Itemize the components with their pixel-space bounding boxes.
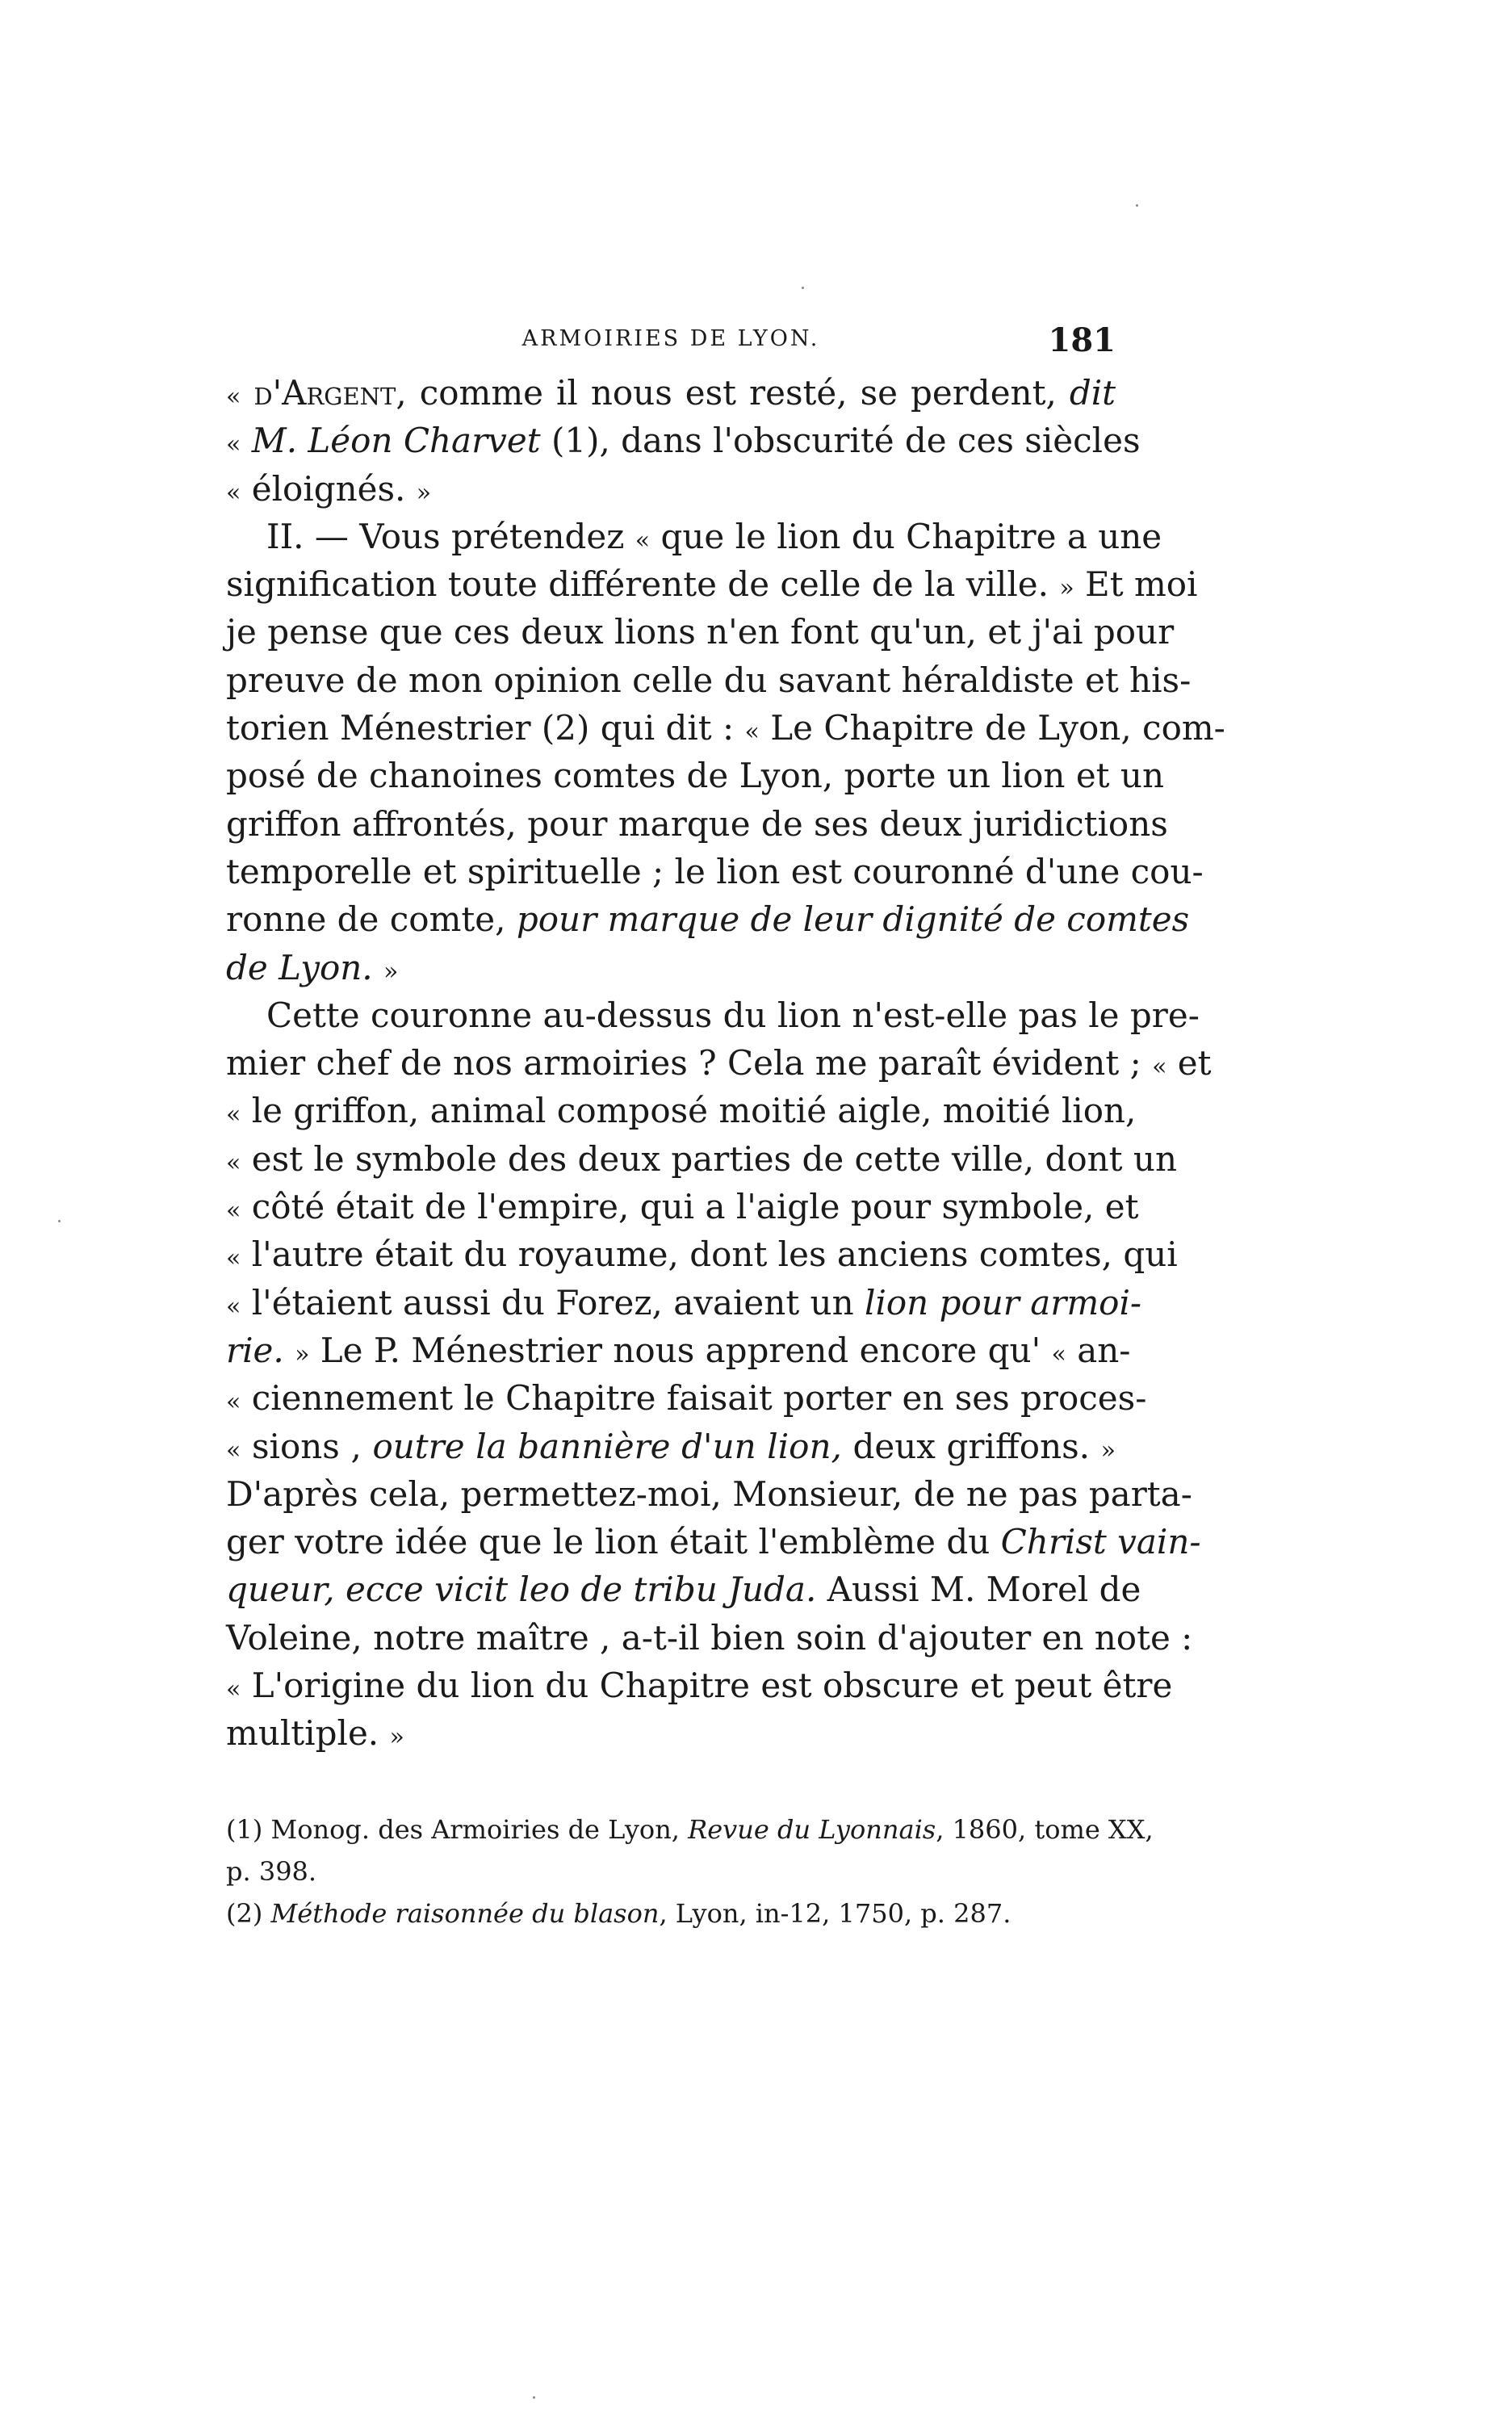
- text-line: griffon affrontés, pour marque de ses deux juridictions: [226, 803, 1168, 844]
- main-text: [226, 369, 1225, 1758]
- text-line: signification toute différente de celle de la ville. » Et moi: [226, 564, 1198, 605]
- footnote-1-continued: p. 398.: [226, 1856, 317, 1887]
- text-line: Voleine, notre maître , a-t-il bien soin d'ajouter en note :: [226, 1617, 1193, 1658]
- text-line: « l'autre était du royaume, dont les anciens comtes, qui: [226, 1234, 1178, 1275]
- footnote-1: (1) Monog. des Armoiries de Lyon, Revue du Lyonnais, 1860, tome XX,: [226, 1814, 1154, 1845]
- running-title: ARMOIRIES DE LYON.: [521, 326, 820, 351]
- text-line: « est le symbole des deux parties de cette ville, dont un: [226, 1138, 1178, 1179]
- text-line: posé de chanoines comtes de Lyon, porte un lion et un: [226, 756, 1165, 796]
- text-line: temporelle et spirituelle ; le lion est couronné d'une cou-: [226, 851, 1204, 891]
- text-line: multiple. »: [226, 1713, 404, 1754]
- footnote-2: (2) Méthode raisonnée du blason, Lyon, in-12, 1750, p. 287.: [226, 1898, 1011, 1929]
- text-line: mier chef de nos armoiries ? Cela me paraît évident ; « et: [226, 1043, 1212, 1083]
- text-line: ger votre idée que le lion était l'emblème du Christ vain-: [226, 1522, 1201, 1562]
- page-number: 181: [1048, 321, 1116, 359]
- footnotes: [226, 1809, 1154, 1934]
- paragraph-start-line: II. — Vous prétendez « que le lion du Chapitre a une: [266, 516, 1162, 556]
- text-line: de Lyon. »: [226, 947, 399, 987]
- text-line: « côté était de l'empire, qui a l'aigle pour symbole, et: [226, 1187, 1139, 1227]
- text-line: « M. Léon Charvet (1), dans l'obscurité de ces siècles: [226, 421, 1141, 461]
- text-line: « d'Argent, comme il nous est resté, se perdent, dit: [226, 373, 1116, 413]
- text-line: D'après cela, permettez-moi, Monsieur, de ne pas parta-: [226, 1473, 1192, 1514]
- text-line: preuve de mon opinion celle du savant héraldiste et his-: [226, 660, 1192, 700]
- text-line: « L'origine du lion du Chapitre est obscure et peut être: [226, 1666, 1173, 1706]
- text-line: je pense que ces deux lions n'en font qu'un, et j'ai pour: [226, 612, 1175, 652]
- text-line: rie. » Le P. Ménestrier nous apprend encore qu' « an-: [226, 1330, 1131, 1370]
- running-head: [226, 321, 1116, 370]
- paper-speck: [1136, 204, 1138, 207]
- paper-speck: [58, 1220, 61, 1222]
- text-line: queur, ecce vicit leo de tribu Juda. Aussi M. Morel de: [226, 1570, 1141, 1610]
- text-line: « éloignés. »: [226, 468, 432, 509]
- text-line: « le griffon, animal composé moitié aigle, moitié lion,: [226, 1091, 1137, 1131]
- paper-speck: [533, 2396, 535, 2399]
- text-line: « sions , outre la bannière d'un lion, deux griffons. »: [226, 1426, 1116, 1466]
- text-line: ronne de comte, pour marque de leur dignité de comtes: [226, 899, 1190, 940]
- text-line: torien Ménestrier (2) qui dit : « Le Chapitre de Lyon, com-: [226, 708, 1225, 748]
- text-line: « ciennement le Chapitre faisait porter en ses proces-: [226, 1378, 1147, 1419]
- paper-speck: [802, 287, 804, 289]
- paragraph-start-line: Cette couronne au-dessus du lion n'est-elle pas le pre-: [266, 995, 1200, 1035]
- text-line: « l'étaient aussi du Forez, avaient un lion pour armoi-: [226, 1282, 1142, 1322]
